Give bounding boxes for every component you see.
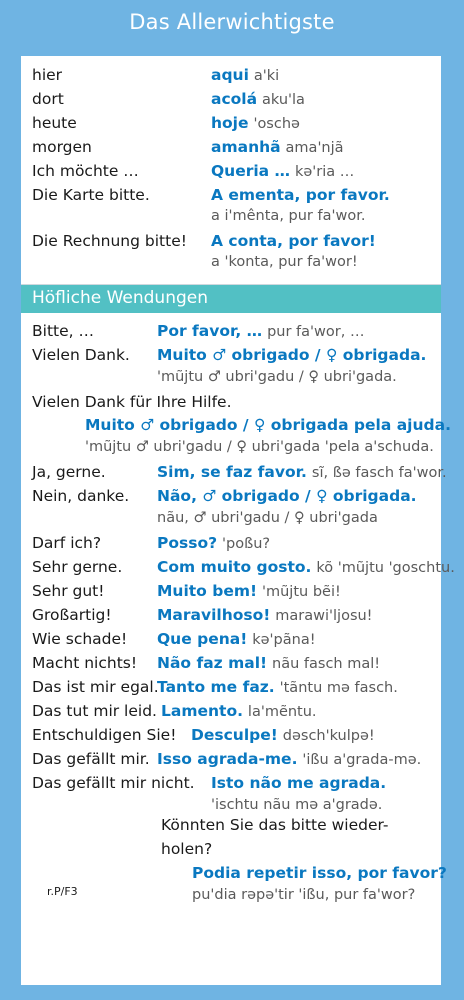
- phrase-row: [32, 726, 176, 744]
- german-text: dort: [32, 90, 64, 108]
- portuguese-text: Muito ♂ obrigado / ♀ obrigada.: [157, 346, 427, 364]
- phrase-translation: [85, 416, 451, 434]
- german-text: Darf ich?: [32, 534, 102, 552]
- phrase-row: [32, 774, 195, 792]
- german-text: holen?: [161, 840, 213, 858]
- german-text: Das gefällt mir.: [32, 750, 150, 768]
- phrase-row: [32, 534, 101, 552]
- phrase-translation: [191, 726, 375, 744]
- pronunciation: aku'la: [262, 92, 305, 108]
- portuguese-text: A conta, por favor!: [211, 232, 376, 250]
- basics-row: [32, 186, 150, 204]
- phrase-translation: [211, 774, 386, 792]
- pronunciation: 'mũjtu ♂ ubri'gadu / ♀ ubri'gada.: [157, 369, 397, 385]
- phrase-row: [161, 816, 388, 834]
- german-text: heute: [32, 114, 77, 132]
- pronunciation: ama'njã: [285, 140, 344, 156]
- basics-translation: [211, 232, 376, 250]
- phrase-translation: [157, 678, 398, 696]
- german-text: Die Rechnung bitte!: [32, 232, 187, 250]
- page-title: Das Allerwichtigste: [129, 10, 335, 34]
- portuguese-text: Muito bem!: [157, 582, 258, 600]
- phrase-row: [32, 702, 157, 720]
- phrase-translation: [157, 606, 373, 624]
- pronunciation: 'mũjtu ♂ ubri'gadu / ♀ ubri'gada 'pela a'schuda.: [85, 439, 434, 455]
- phrase-row: [32, 322, 94, 340]
- german-text: morgen: [32, 138, 92, 156]
- basics-translation: [211, 66, 279, 84]
- phrase-row: [32, 393, 232, 411]
- portuguese-text: Com muito gosto.: [157, 558, 312, 576]
- phrase-row: [32, 630, 127, 648]
- german-text: hier: [32, 66, 63, 84]
- portuguese-text: Não faz mal!: [157, 654, 268, 672]
- german-text: Wie schade!: [32, 630, 128, 648]
- basics-translation: [211, 90, 305, 108]
- pronunciation: nãu fasch mal!: [272, 656, 381, 672]
- basics-translation: [211, 186, 390, 204]
- portuguese-text: A ementa, por favor.: [211, 186, 390, 204]
- pronunciation: 'ißu a'grada-mə.: [302, 752, 422, 768]
- portuguese-text: Tanto me faz.: [157, 678, 275, 696]
- phrase-row: [32, 582, 104, 600]
- german-text: Ja, gerne.: [32, 463, 106, 481]
- phrase-translation: [192, 864, 447, 882]
- portuguese-text: Maravilhoso!: [157, 606, 271, 624]
- portuguese-text: Não, ♂ obrigado / ♀ obrigada.: [157, 487, 417, 505]
- german-text: Nein, danke.: [32, 487, 130, 505]
- basics-row: [32, 90, 64, 108]
- phrase-translation: [157, 322, 364, 340]
- portuguese-text: acolá: [211, 90, 258, 108]
- basics-row: [32, 138, 92, 156]
- german-text: Ich möchte …: [32, 162, 139, 180]
- pronunciation: nãu, ♂ ubri'gadu / ♀ ubri'gada: [157, 510, 378, 526]
- german-text: Das ist mir egal.: [32, 678, 159, 696]
- german-text: Das tut mir leid.: [32, 702, 157, 720]
- portuguese-text: Que pena!: [157, 630, 248, 648]
- reference-code: r.P/F3: [47, 885, 78, 898]
- phrase-translation: [157, 487, 417, 505]
- pronunciation: a i'mênta, pur fa'wor.: [211, 208, 366, 224]
- pronunciation: la'mẽntu.: [247, 704, 317, 720]
- pronunciation: kə'pãna!: [252, 632, 316, 648]
- phrase-translation: [157, 654, 380, 672]
- german-text: Die Karte bitte.: [32, 186, 150, 204]
- portuguese-text: Muito ♂ obrigado / ♀ obrigada pela ajuda.: [85, 416, 451, 434]
- phrase-translation: [157, 750, 421, 768]
- german-text: Sehr gerne.: [32, 558, 123, 576]
- portuguese-text: Podia repetir isso, por favor?: [192, 864, 447, 882]
- phrase-translation: [157, 463, 447, 481]
- basics-translation: [211, 162, 354, 180]
- phrase-translation: [157, 582, 341, 600]
- phrase-row: [32, 678, 159, 696]
- pronunciation: dəsch'kulpə!: [282, 728, 375, 744]
- portuguese-text: aqui: [211, 66, 249, 84]
- german-text: Entschuldigen Sie!: [32, 726, 177, 744]
- basics-translation: [211, 138, 344, 156]
- german-text: Das gefällt mir nicht.: [32, 774, 195, 792]
- basics-row: [32, 114, 77, 132]
- portuguese-text: Queria …: [211, 162, 291, 180]
- portuguese-text: Sim, se faz favor.: [157, 463, 307, 481]
- pronunciation: a'ki: [253, 68, 280, 84]
- phrase-translation: [157, 630, 316, 648]
- portuguese-text: Lamento.: [161, 702, 243, 720]
- pronunciation: kõ 'mũjtu 'goschtu.: [316, 560, 455, 576]
- german-text: Sehr gut!: [32, 582, 105, 600]
- phrase-row: [32, 487, 129, 505]
- pronunciation: a 'konta, pur fa'wor!: [211, 254, 358, 270]
- pronunciation: 'oschə: [253, 116, 300, 132]
- phrase-translation: [157, 346, 426, 364]
- phrase-card: [21, 56, 455, 985]
- german-text: Könnten Sie das bitte wieder-: [161, 816, 389, 834]
- pronunciation: 'ischtu nãu mə a'gradə.: [211, 797, 383, 813]
- pronunciation: sĩ, ßə fasch fa'wor.: [311, 465, 447, 481]
- phrase-row: [32, 606, 112, 624]
- phrase-row: [32, 346, 130, 364]
- basics-row: [32, 66, 62, 84]
- pronunciation: pur fa'wor, …: [267, 324, 365, 340]
- portuguese-text: amanhã: [211, 138, 281, 156]
- portuguese-text: Isso agrada-me.: [157, 750, 298, 768]
- german-text: Bitte, …: [32, 322, 94, 340]
- phrase-row: [32, 750, 150, 768]
- phrase-row: [32, 654, 137, 672]
- german-text: Vielen Dank für Ihre Hilfe.: [32, 393, 232, 411]
- portuguese-text: Isto não me agrada.: [211, 774, 387, 792]
- pronunciation: pu'dia rəpə'tir 'ißu, pur fa'wor?: [192, 887, 416, 903]
- pronunciation: 'mũjtu bẽi!: [262, 584, 341, 600]
- section-header: [21, 285, 441, 313]
- pronunciation: 'tãntu mə fasch.: [279, 680, 398, 696]
- phrase-row-continued: [161, 840, 212, 858]
- german-text: Macht nichts!: [32, 654, 138, 672]
- german-text: Vielen Dank.: [32, 346, 130, 364]
- basics-row: [32, 232, 187, 250]
- basics-translation: [211, 114, 300, 132]
- phrase-row: [32, 463, 106, 481]
- basics-row: [32, 162, 139, 180]
- portuguese-text: Desculpe!: [191, 726, 278, 744]
- portuguese-text: Por favor, …: [157, 322, 263, 340]
- pronunciation: marawi'ljosu!: [275, 608, 373, 624]
- phrase-translation: [157, 534, 270, 552]
- phrase-translation: [157, 558, 455, 576]
- portuguese-text: hoje: [211, 114, 249, 132]
- pronunciation: 'poßu?: [222, 536, 271, 552]
- portuguese-text: Posso?: [157, 534, 218, 552]
- german-text: Großartig!: [32, 606, 112, 624]
- phrase-row: [32, 558, 122, 576]
- section-title: Höfliche Wendungen: [32, 288, 209, 308]
- pronunciation: kə'ria …: [294, 164, 355, 180]
- phrase-translation: [161, 702, 317, 720]
